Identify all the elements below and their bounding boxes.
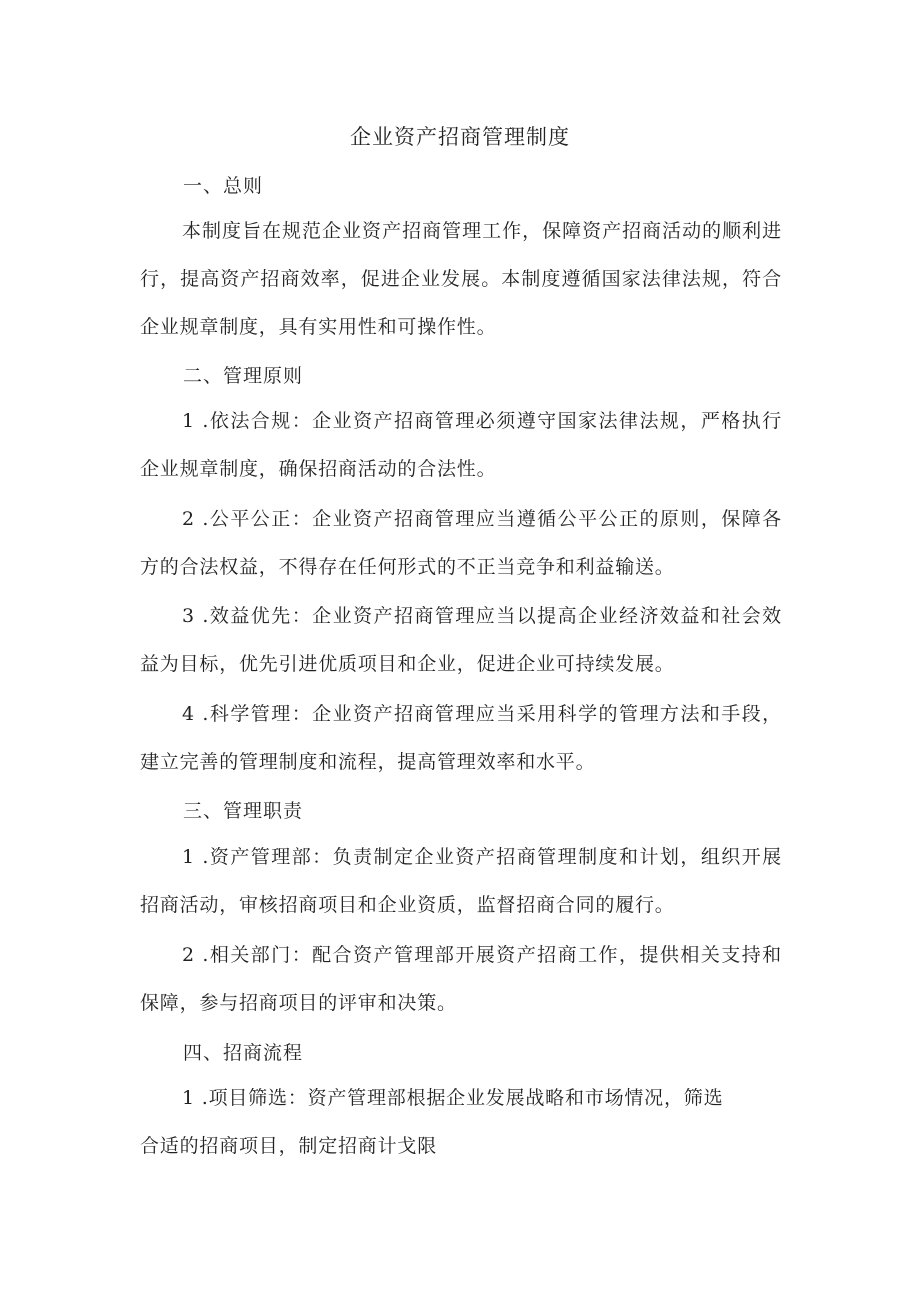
paragraph-responsibility-1: 1 .资产管理部：负责制定企业资产招商管理制度和计划，组织开展招商活动，审核招商项目和企业资质，监督招商合同的履行。 <box>140 846 782 916</box>
section-heading-general: 一、总则 <box>183 175 264 197</box>
section-heading-process: 四、招商流程 <box>183 1042 304 1064</box>
section-heading-responsibilities: 三、管理职责 <box>183 800 304 822</box>
paragraph-responsibility-2: 2 .相关部门：配合资产管理部开展资产招商工作，提供相关支持和保障，参与招商项目的评审和决策。 <box>140 944 782 1014</box>
paragraph-principle-4: 4 .科学管理：企业资产招商管理应当采用科学的管理方法和手段，建立完善的管理制度和流程，提高管理效率和水平。 <box>140 703 782 773</box>
paragraph-principle-1: 1 .依法合规：企业资产招商管理必须遵守国家法律法规，严格执行企业规章制度，确保招商活动的合法性。 <box>140 410 782 480</box>
section-heading-principles: 二、管理原则 <box>183 365 304 387</box>
paragraph-principle-3: 3 .效益优先：企业资产招商管理应当以提高企业经济效益和社会效益为目标，优先引进优质项目和企业，促进企业可持续发展。 <box>140 605 782 675</box>
paragraph-process-1: 1 .项目筛选：资产管理部根据企业发展战略和市场情况，筛选 <box>182 1087 724 1109</box>
paragraph-process-1-continued: 合适的招商项目，制定招商计戈限 <box>140 1135 438 1157</box>
document-title: 企业资产招商管理制度 <box>350 125 570 149</box>
paragraph-principle-2: 2 .公平公正：企业资产招商管理应当遵循公平公正的原则，保障各方的合法权益，不得存在任何形式的不正当竞争和利益输送。 <box>140 508 782 578</box>
paragraph-general: 本制度旨在规范企业资产招商管理工作，保障资产招商活动的顺利进行，提高资产招商效率，促进企业发展。本制度遵循国家法律法规，符合企业规章制度，具有实用性和可操作性。 <box>140 220 782 338</box>
